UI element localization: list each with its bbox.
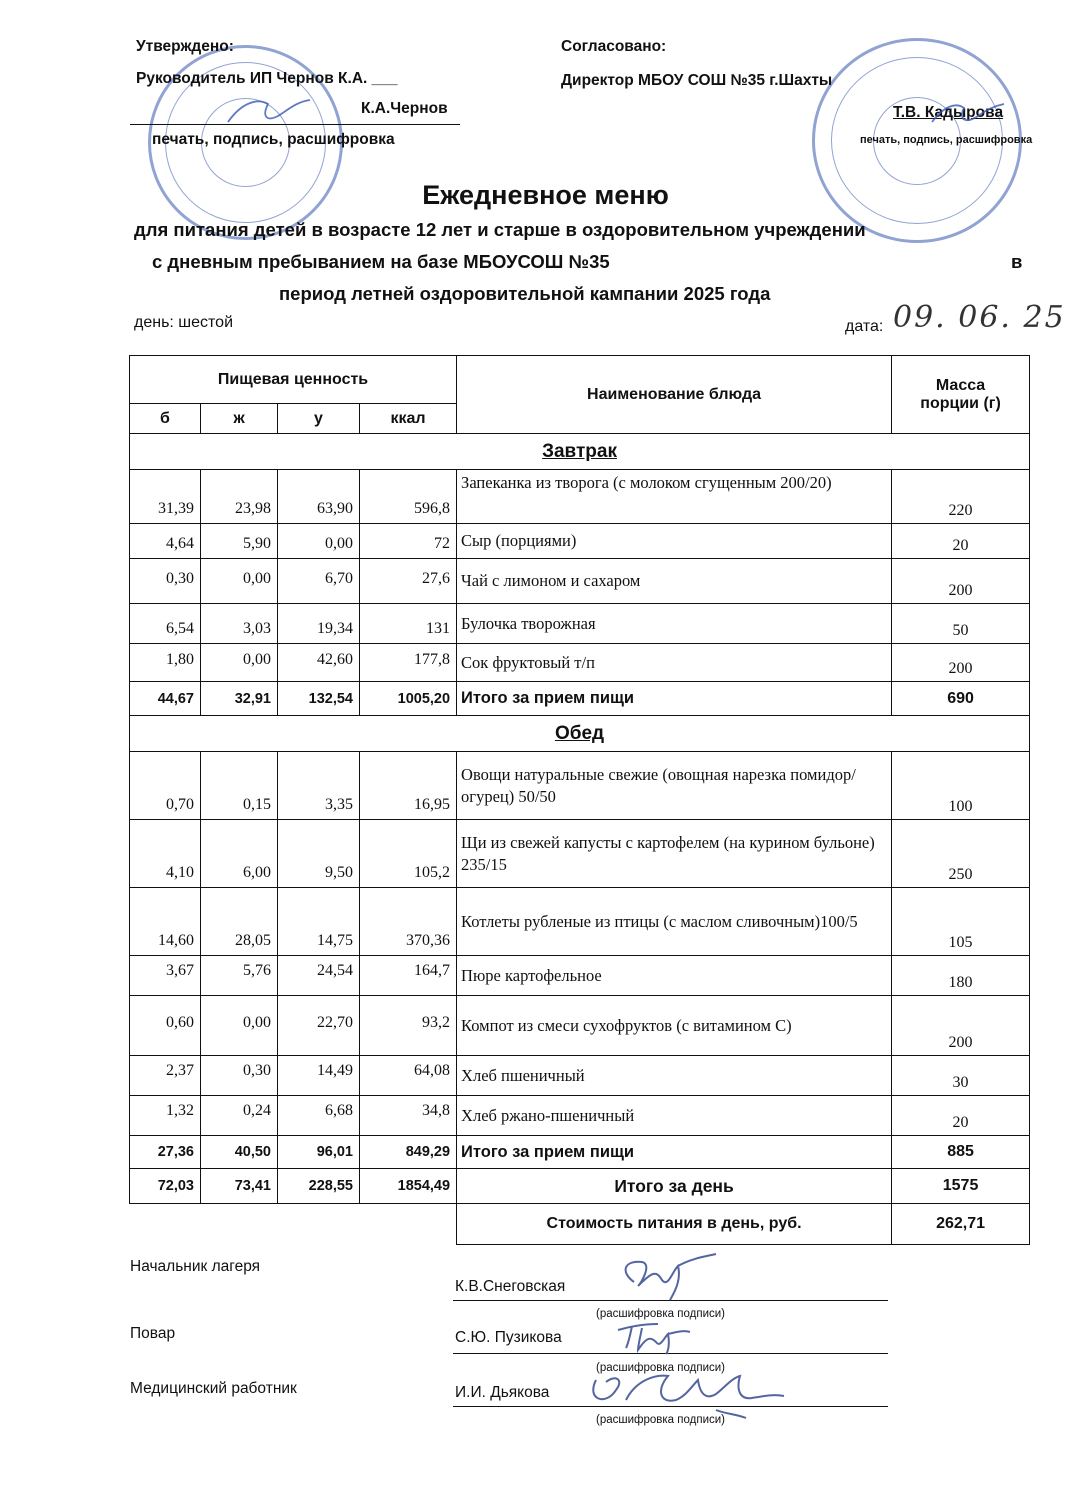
agreed-name: Т.В. Кадырова (893, 104, 1004, 121)
cell-b: 6,54 (130, 604, 201, 644)
cell-u: 0,00 (278, 524, 360, 559)
cell-b: 14,60 (130, 888, 201, 956)
cost-spacer (130, 1204, 457, 1245)
subtitle-line-2-end: в (1011, 251, 1023, 272)
cell-mass: 200 (892, 644, 1030, 682)
cell-zh: 0,15 (201, 752, 278, 820)
cell-kcal: 131 (360, 604, 457, 644)
cell-b: 44,67 (130, 682, 201, 716)
table-row (130, 524, 1030, 559)
header-u: у (278, 404, 360, 434)
cell-u: 228,55 (278, 1169, 360, 1204)
header-kcal: ккал (360, 404, 457, 434)
cell-kcal: 164,7 (360, 956, 457, 996)
approved-caption: печать, подпись, расшифровка (152, 131, 395, 148)
medic-label: Медицинский работник (130, 1380, 297, 1397)
cell-b: 4,10 (130, 820, 201, 888)
cell-u: 132,54 (278, 682, 360, 716)
header-zh: ж (201, 404, 278, 434)
table-row (130, 820, 1030, 888)
cell-dish: Булочка творожная (457, 604, 892, 644)
cook-signature (612, 1320, 692, 1356)
agreed-position: Директор МБОУ СОШ №35 г.Шахты (561, 72, 833, 89)
cell-u: 6,70 (278, 559, 360, 604)
cell-mass: 30 (892, 1056, 1030, 1096)
table-row (130, 1096, 1030, 1136)
cell-u: 22,70 (278, 996, 360, 1056)
table-row (130, 752, 1030, 820)
date-label: дата: (845, 318, 884, 335)
cell-u: 96,01 (278, 1136, 360, 1169)
cell-dish: Итого за прием пищи (457, 1136, 892, 1169)
cook-label: Повар (130, 1325, 176, 1342)
cell-mass: 105 (892, 888, 1030, 956)
cell-kcal: 27,6 (360, 559, 457, 604)
cell-b: 27,36 (130, 1136, 201, 1169)
header-b: б (130, 404, 201, 434)
cell-zh: 0,00 (201, 644, 278, 682)
approved-name: К.А.Чернов (361, 100, 448, 117)
cell-kcal: 1854,49 (360, 1169, 457, 1204)
cell-mass: 200 (892, 559, 1030, 604)
cell-kcal: 370,36 (360, 888, 457, 956)
approved-position: Руководитель ИП Чернов К.А. ___ (136, 70, 398, 87)
cell-dish: Овощи натуральные свежие (овощная нарезка помидор/огурец) 50/50 (457, 752, 892, 820)
cell-dish: Чай с лимоном и сахаром (457, 559, 892, 604)
header-nutrition: Пищевая ценность (130, 356, 457, 404)
cell-dish: Котлеты рубленые из птицы (с маслом сливочным)100/5 (457, 888, 892, 956)
cell-dish: Хлеб пшеничный (457, 1056, 892, 1096)
table-row (130, 470, 1030, 524)
section-lunch: Обед (130, 716, 1030, 752)
document-title: Ежедневное меню (422, 180, 669, 210)
cell-dish: Итого за прием пищи (457, 682, 892, 716)
cell-kcal: 93,2 (360, 996, 457, 1056)
cell-dish: Хлеб ржано-пшеничный (457, 1096, 892, 1136)
subtitle-line-3: период летней оздоровительной кампании 2025 года (279, 283, 771, 304)
cell-u: 3,35 (278, 752, 360, 820)
cook-caption: (расшифровка подписи) (596, 1362, 725, 1374)
medic-caption: (расшифровка подписи) (596, 1414, 725, 1426)
medic-signature (576, 1360, 796, 1420)
cell-u: 24,54 (278, 956, 360, 996)
cell-dish: Компот из смеси сухофруктов (с витамином С) (457, 996, 892, 1056)
camp-head-signature (612, 1252, 722, 1302)
agreed-title: Согласовано: (561, 38, 667, 55)
camp-head-name: К.В.Снеговская (455, 1278, 566, 1295)
cell-dish: Щи из свежей капусты с картофелем (на курином бульоне) 235/15 (457, 820, 892, 888)
cell-mass: 20 (892, 1096, 1030, 1136)
camp-head-label: Начальник лагеря (130, 1258, 261, 1275)
cell-b: 1,80 (130, 644, 201, 682)
cell-kcal: 64,08 (360, 1056, 457, 1096)
cell-zh: 0,00 (201, 996, 278, 1056)
subtitle-line-2: с дневным пребыванием на базе МБОУСОШ №35 (152, 251, 610, 272)
header-mass: Масса порции (г) (892, 356, 1030, 434)
cell-mass: 20 (892, 524, 1030, 559)
subtitle-line-1: для питания детей в возрасте 12 лет и старше в оздоровительном учреждении (134, 219, 866, 240)
cell-mass: 690 (892, 682, 1030, 716)
header-dish: Наименование блюда (457, 356, 892, 434)
cost-label: Стоимость питания в день, руб. (457, 1204, 892, 1245)
cell-u: 6,68 (278, 1096, 360, 1136)
cell-kcal: 72 (360, 524, 457, 559)
cell-zh: 3,03 (201, 604, 278, 644)
cell-kcal: 16,95 (360, 752, 457, 820)
menu-table (129, 355, 1030, 1245)
cell-dish: Сыр (порциями) (457, 524, 892, 559)
cost-value: 262,71 (892, 1204, 1030, 1245)
cell-b: 72,03 (130, 1169, 201, 1204)
cell-u: 14,49 (278, 1056, 360, 1096)
cell-zh: 5,76 (201, 956, 278, 996)
approved-signature (222, 92, 322, 132)
cell-kcal: 34,8 (360, 1096, 457, 1136)
approved-title: Утверждено: (136, 38, 234, 55)
cost-row (130, 1204, 1030, 1245)
cell-zh: 6,00 (201, 820, 278, 888)
cell-mass: 50 (892, 604, 1030, 644)
cell-zh: 73,41 (201, 1169, 278, 1204)
cell-u: 19,34 (278, 604, 360, 644)
cell-kcal: 1005,20 (360, 682, 457, 716)
cell-u: 14,75 (278, 888, 360, 956)
cell-kcal: 105,2 (360, 820, 457, 888)
cell-zh: 23,98 (201, 470, 278, 524)
date-value: 09. 06. 25 (893, 300, 1066, 335)
medic-name: И.И. Дьякова (455, 1384, 550, 1401)
cell-u: 9,50 (278, 820, 360, 888)
table-row (130, 996, 1030, 1056)
table-row (130, 604, 1030, 644)
cell-zh: 28,05 (201, 888, 278, 956)
table-row (130, 1056, 1030, 1096)
cell-b: 1,32 (130, 1096, 201, 1136)
cell-zh: 40,50 (201, 1136, 278, 1169)
cell-u: 42,60 (278, 644, 360, 682)
table-row (130, 888, 1030, 956)
day-total-row (130, 1169, 1030, 1204)
cell-kcal: 177,8 (360, 644, 457, 682)
cell-kcal: 849,29 (360, 1136, 457, 1169)
agreed-signature (928, 94, 1008, 134)
cell-mass: 885 (892, 1136, 1030, 1169)
cell-b: 0,30 (130, 559, 201, 604)
cell-zh: 0,00 (201, 559, 278, 604)
table-row (130, 644, 1030, 682)
cell-zh: 0,30 (201, 1056, 278, 1096)
day-label: день: шестой (134, 314, 234, 331)
cell-mass: 100 (892, 752, 1030, 820)
cell-mass: 220 (892, 470, 1030, 524)
cell-zh: 32,91 (201, 682, 278, 716)
cell-u: 63,90 (278, 470, 360, 524)
section-breakfast: Завтрак (130, 434, 1030, 470)
cell-dish: Запеканка из творога (с молоком сгущенным 200/20) (457, 470, 892, 524)
lunch-total-row (130, 1136, 1030, 1169)
cell-dish: Итого за день (457, 1169, 892, 1204)
camp-head-caption: (расшифровка подписи) (596, 1308, 725, 1320)
cell-b: 2,37 (130, 1056, 201, 1096)
cell-b: 0,70 (130, 752, 201, 820)
breakfast-total-row (130, 682, 1030, 716)
table-row (130, 956, 1030, 996)
cell-b: 3,67 (130, 956, 201, 996)
cell-mass: 200 (892, 996, 1030, 1056)
cell-zh: 5,90 (201, 524, 278, 559)
cell-dish: Сок фруктовый т/п (457, 644, 892, 682)
cell-zh: 0,24 (201, 1096, 278, 1136)
table-row (130, 559, 1030, 604)
cook-name: С.Ю. Пузикова (455, 1329, 562, 1346)
cell-dish: Пюре картофельное (457, 956, 892, 996)
cell-b: 31,39 (130, 470, 201, 524)
agreed-caption: печать, подпись, расшифровка (860, 134, 1033, 146)
cell-b: 0,60 (130, 996, 201, 1056)
cell-mass: 250 (892, 820, 1030, 888)
cell-mass: 1575 (892, 1169, 1030, 1204)
cell-b: 4,64 (130, 524, 201, 559)
cell-kcal: 596,8 (360, 470, 457, 524)
cell-mass: 180 (892, 956, 1030, 996)
